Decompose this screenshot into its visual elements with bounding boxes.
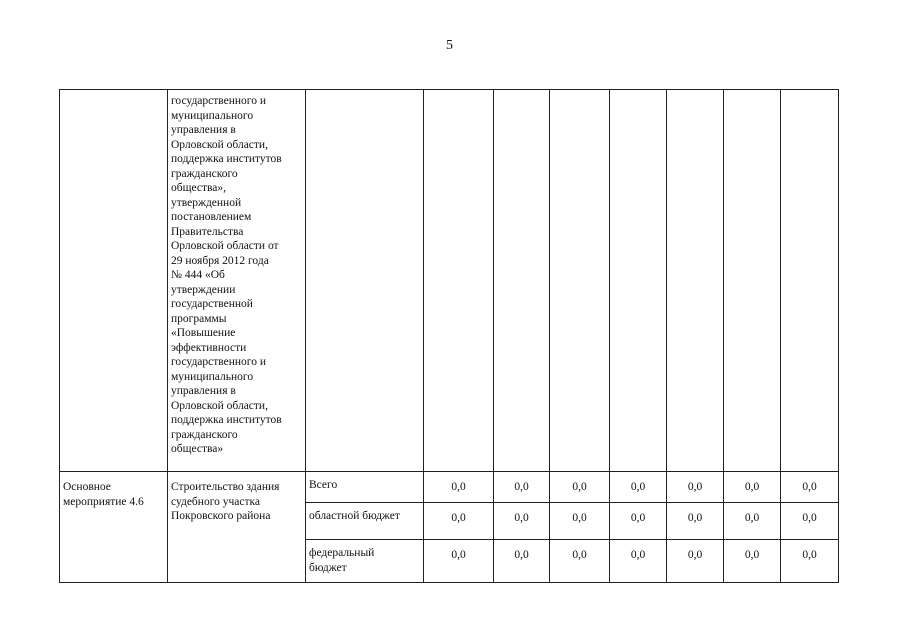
description-line: государственной <box>171 298 253 310</box>
cell-value: 0,0 <box>781 472 839 503</box>
description-line: гражданского <box>171 428 238 441</box>
cell-value: 0,0 <box>424 472 494 503</box>
description-line: Орловской области, <box>171 138 268 151</box>
cell-empty <box>667 90 724 472</box>
cell-value: 0,0 <box>550 540 610 583</box>
cell-value: 0,0 <box>724 472 781 503</box>
cell-empty <box>494 90 550 472</box>
table-row-continued <box>60 90 839 472</box>
cell-empty <box>550 90 610 472</box>
cell-measure-name <box>60 472 168 583</box>
description-line: программы <box>171 312 227 325</box>
description-line: поддержка институтов <box>171 153 282 165</box>
funding-source-label: федеральный <box>309 547 375 559</box>
description-line: эффективности <box>171 341 247 354</box>
cell-value: 0,0 <box>667 503 724 540</box>
cell-value: 0,0 <box>424 503 494 540</box>
cell-empty <box>306 90 424 472</box>
description-line: Орловской области от <box>171 240 279 252</box>
cell-empty <box>781 90 839 472</box>
description-line: управления в <box>171 385 236 397</box>
funding-source-label: бюджет <box>309 561 347 574</box>
cell-value: 0,0 <box>667 540 724 583</box>
description-line: муниципального <box>171 370 254 383</box>
cell-value: 0,0 <box>781 540 839 583</box>
description-line: утвержденной <box>171 196 242 209</box>
measure-name-line: мероприятие 4.6 <box>63 495 144 508</box>
description-line: государственного и <box>171 356 267 368</box>
page-number: 5 <box>446 38 453 53</box>
cell-value: 0,0 <box>550 472 610 503</box>
cell-value: 0,0 <box>424 540 494 583</box>
description-line: государственного и <box>171 95 267 107</box>
cell-value: 0,0 <box>610 540 667 583</box>
description-line: управления в <box>171 124 236 136</box>
cell-value: 0,0 <box>550 503 610 540</box>
cell-measure-description <box>168 472 306 583</box>
description-line: № 444 «Об <box>171 269 225 281</box>
cell-measure-name-continued <box>60 90 168 472</box>
description-line: общества» <box>171 443 224 455</box>
cell-value: 0,0 <box>610 503 667 540</box>
cell-funding-source <box>306 540 424 583</box>
measure-description-line: Строительство здания <box>171 481 280 493</box>
measure-name-line: Основное <box>63 481 111 493</box>
budget-table <box>59 89 839 583</box>
description-line: 29 ноября 2012 года <box>171 254 269 267</box>
description-line: «Повышение <box>171 327 236 339</box>
cell-empty <box>424 90 494 472</box>
measure-description-line: судебного участка <box>171 495 261 508</box>
measure-description-line: Покровского района <box>171 510 271 522</box>
cell-funding-source <box>306 472 424 503</box>
cell-value: 0,0 <box>494 540 550 583</box>
description-line: Орловской области, <box>171 399 268 412</box>
description-line: поддержка институтов <box>171 414 282 426</box>
description-line: муниципального <box>171 109 254 122</box>
cell-value: 0,0 <box>610 472 667 503</box>
cell-empty <box>610 90 667 472</box>
description-line: гражданского <box>171 167 238 180</box>
description-line: Правительства <box>171 225 244 238</box>
cell-funding-source <box>306 503 424 540</box>
cell-empty <box>724 90 781 472</box>
description-line: общества», <box>171 182 226 194</box>
cell-value: 0,0 <box>724 540 781 583</box>
cell-value: 0,0 <box>494 472 550 503</box>
description-line: постановлением <box>171 211 252 223</box>
funding-source-label: областной бюджет <box>309 510 400 522</box>
cell-value: 0,0 <box>494 503 550 540</box>
table-row-total <box>60 472 839 503</box>
cell-program-description-continued <box>168 90 306 472</box>
cell-value: 0,0 <box>724 503 781 540</box>
cell-value: 0,0 <box>781 503 839 540</box>
cell-value: 0,0 <box>667 472 724 503</box>
funding-source-label: Всего <box>309 479 338 491</box>
description-line: утверждении <box>171 283 236 296</box>
